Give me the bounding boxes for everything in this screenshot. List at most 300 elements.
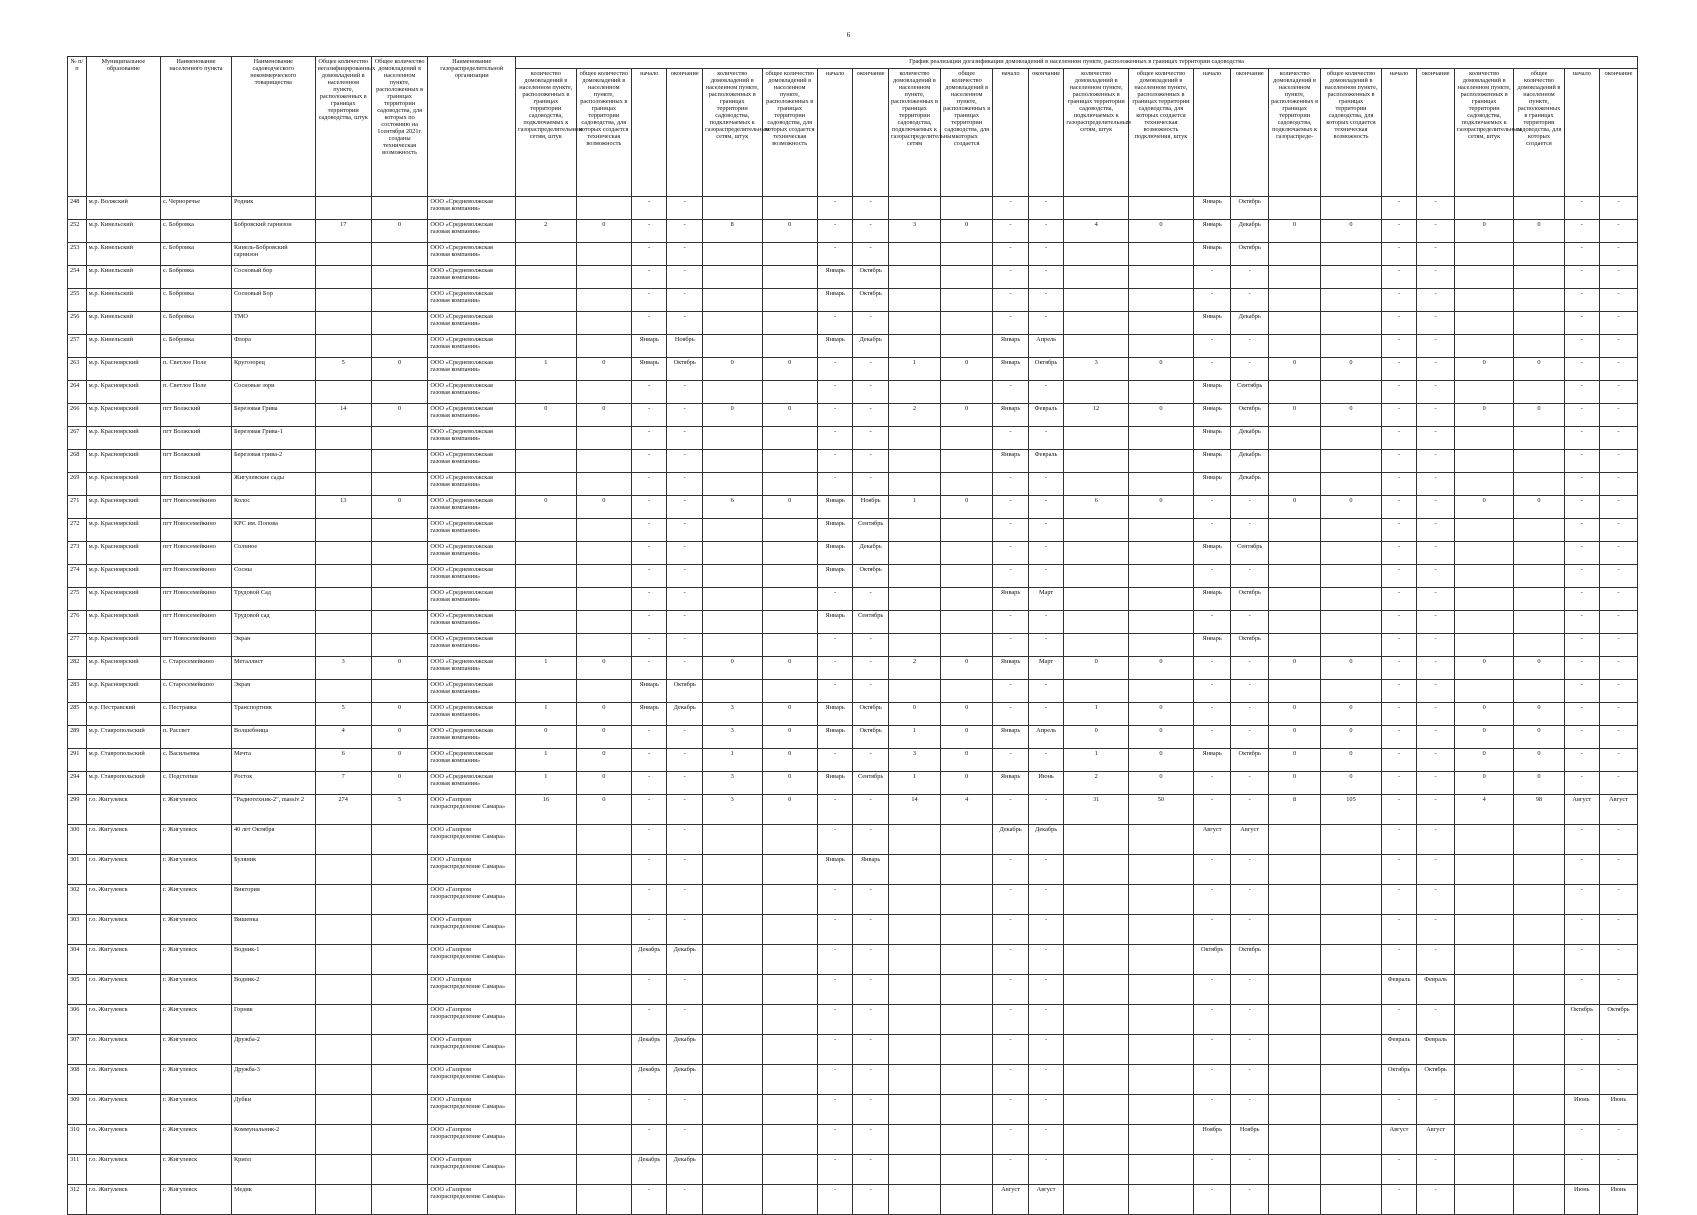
table-cell: г.о. Жигулевск [86,1155,160,1185]
row-number: 263 [68,358,87,381]
table-cell: 0 [371,703,427,726]
table-cell: - [1564,243,1600,266]
table-cell: - [1028,266,1064,289]
table-cell [1129,381,1194,404]
row-number: 267 [68,427,87,450]
table-cell [371,634,427,657]
table-cell: - [1028,945,1064,975]
table-cell [576,945,631,975]
sub-column-header: общее количество домовладений в населенном пункте, расположенных в границах территории садоводства, для которых создается [1514,69,1564,197]
table-cell: - [1564,825,1600,855]
table-cell [371,542,427,565]
table-cell: - [817,312,853,335]
table-cell [762,519,817,542]
table-cell: 0 [371,220,427,243]
table-cell [516,519,577,542]
table-cell: - [853,680,889,703]
table-row [68,312,1638,335]
table-cell [1269,427,1321,450]
table-cell: - [1564,450,1600,473]
table-cell [371,945,427,975]
table-cell: г. Жигулевск [160,1185,231,1215]
sub-column-header: количество домовладений в населенном пункте, расположенных в границах территории садоводства, подключаемых к газораспреде- [1269,69,1321,197]
table-cell [702,473,762,496]
table-cell [315,588,371,611]
table-cell [1064,312,1129,335]
table-cell: - [631,473,667,496]
table-cell: - [1231,496,1269,519]
table-cell: - [1600,542,1638,565]
table-cell: - [1381,772,1417,795]
table-cell [1454,885,1514,915]
table-cell: пгт Новосемейкино [160,634,231,657]
row-number: 274 [68,565,87,588]
table-cell: пгт Волжский [160,473,231,496]
table-cell: - [993,542,1029,565]
table-cell: - [1417,266,1455,289]
table-cell: - [1564,197,1600,220]
snt-name: Дружба-3 [231,1065,315,1095]
table-cell: - [1381,588,1417,611]
table-cell: - [1417,450,1455,473]
table-cell: - [631,611,667,634]
table-cell [576,1185,631,1215]
table-cell [1269,289,1321,312]
table-cell: - [1564,220,1600,243]
table-cell: - [1564,496,1600,519]
table-cell: - [1381,519,1417,542]
table-cell [371,611,427,634]
table-cell: - [1028,634,1064,657]
table-cell: Октябрь [1600,1005,1638,1035]
table-cell: - [1417,634,1455,657]
table-cell: - [1028,197,1064,220]
table-cell [1321,266,1382,289]
table-cell: - [1417,680,1455,703]
table-cell: - [1193,680,1231,703]
table-cell [762,266,817,289]
table-cell: 4 [1064,220,1129,243]
table-cell: - [1028,915,1064,945]
table-cell: - [1564,519,1600,542]
table-cell [1321,611,1382,634]
table-cell: - [667,266,703,289]
table-cell: - [993,915,1029,945]
table-cell: 1 [888,772,940,795]
table-cell [888,450,940,473]
table-cell: - [1600,915,1638,945]
table-cell: 0 [762,220,817,243]
table-cell: - [817,825,853,855]
table-cell: - [993,1005,1029,1035]
table-cell [1514,243,1564,266]
table-cell [1129,611,1194,634]
table-cell [941,427,993,450]
table-cell [762,945,817,975]
table-cell: 3 [888,749,940,772]
table-cell [1454,565,1514,588]
table-cell: 0 [1269,657,1321,680]
snt-name: Криол [231,1155,315,1185]
snt-name: Трудовой Сад [231,588,315,611]
table-cell: Январь [631,335,667,358]
table-cell: 50 [1129,795,1194,825]
table-cell [371,565,427,588]
sub-column-header: окончание [853,69,889,197]
table-cell: 0 [576,404,631,427]
table-cell: - [1381,915,1417,945]
table-cell: - [667,243,703,266]
table-cell [702,450,762,473]
table-cell [1129,1185,1194,1215]
table-cell [315,825,371,855]
row-number: 294 [68,772,87,795]
table-cell: Декабрь [667,1155,703,1185]
table-cell: - [817,749,853,772]
gas-org: ООО «Средневолжская газовая компания» [428,243,516,266]
table-cell [371,519,427,542]
table-cell: Январь [1193,220,1231,243]
table-cell: - [853,795,889,825]
gas-org: ООО «Средневолжская газовая компания» [428,588,516,611]
table-cell [1269,335,1321,358]
table-cell: - [1381,680,1417,703]
table-cell: 0 [1514,726,1564,749]
table-cell: Апрель [1028,726,1064,749]
table-cell: - [1600,726,1638,749]
table-cell [1454,1005,1514,1035]
table-row [68,749,1638,772]
table-cell: 0 [576,496,631,519]
table-cell [1129,335,1194,358]
table-cell: г.о. Жигулевск [86,825,160,855]
table-cell: - [1381,795,1417,825]
table-cell [516,1095,577,1125]
table-cell [1454,542,1514,565]
table-cell [516,885,577,915]
table-cell: - [993,795,1029,825]
row-number: 310 [68,1125,87,1155]
table-cell: - [1600,680,1638,703]
table-cell: 1 [888,726,940,749]
table-cell [888,634,940,657]
table-cell: г.о. Жигулевск [86,1005,160,1035]
table-cell: - [1564,588,1600,611]
table-cell [702,945,762,975]
table-cell: - [1600,197,1638,220]
table-cell: 2 [1064,772,1129,795]
table-cell: - [993,680,1029,703]
table-cell [371,266,427,289]
table-cell: - [1564,726,1600,749]
table-cell [1321,243,1382,266]
table-cell: 0 [1269,404,1321,427]
table-cell: Февраль [1417,1035,1455,1065]
table-cell [1454,519,1514,542]
table-cell [1064,975,1129,1005]
table-cell [702,1125,762,1155]
table-cell [516,266,577,289]
table-cell: - [1417,1155,1455,1185]
table-cell: Январь [817,703,853,726]
table-cell: - [631,450,667,473]
table-cell: Январь [993,335,1029,358]
row-number: 271 [68,496,87,519]
table-cell: - [1231,726,1269,749]
table-cell [888,1035,940,1065]
table-cell: - [1564,266,1600,289]
table-cell: 0 [941,404,993,427]
table-cell [1129,519,1194,542]
table-cell [941,915,993,945]
table-cell: - [631,220,667,243]
table-cell: 17 [315,220,371,243]
table-cell: 0 [1514,404,1564,427]
table-cell [1514,1035,1564,1065]
table-cell: м.р. Красноярский [86,611,160,634]
table-cell: - [1193,795,1231,825]
table-cell [1269,1035,1321,1065]
table-cell [1269,312,1321,335]
table-cell: - [1417,855,1455,885]
table-cell [762,885,817,915]
table-cell: - [1600,473,1638,496]
table-cell [1129,565,1194,588]
gas-org: ООО «Средневолжская газовая компания» [428,703,516,726]
table-cell: м.р. Пестравский [86,703,160,726]
table-cell: 1 [888,496,940,519]
table-row [68,220,1638,243]
table-cell [702,1095,762,1125]
table-cell [702,1065,762,1095]
table-cell: Январь [1193,427,1231,450]
table-cell [315,1185,371,1215]
table-cell: м.р. Красноярский [86,588,160,611]
table-cell: - [1417,542,1455,565]
row-number: 289 [68,726,87,749]
gas-org: ООО «Средневолжская газовая компания» [428,381,516,404]
table-cell [888,825,940,855]
table-cell [1514,1155,1564,1185]
table-cell [1514,565,1564,588]
table-cell [576,312,631,335]
table-cell [702,289,762,312]
table-cell: Август [1028,1185,1064,1215]
table-cell [1269,975,1321,1005]
table-cell [1129,975,1194,1005]
table-row [68,565,1638,588]
table-cell: - [1417,703,1455,726]
table-cell: - [1381,427,1417,450]
table-cell [888,680,940,703]
table-cell: - [1028,289,1064,312]
table-cell: Октябрь [1231,634,1269,657]
table-cell: Декабрь [667,945,703,975]
table-cell: Апрель [1028,335,1064,358]
sub-column-header: общее количество домовладений в населенном пункте, расположенных в границах территории садоводства, для которых создается техническая возможность [576,69,631,197]
table-cell: 4 [1454,795,1514,825]
table-cell: Февраль [1028,450,1064,473]
snt-name: Сосновый Бор [231,289,315,312]
row-number: 273 [68,542,87,565]
table-row [68,335,1638,358]
table-cell: - [1417,945,1455,975]
table-cell: - [1231,772,1269,795]
table-cell [1064,381,1129,404]
table-cell [1064,1065,1129,1095]
sub-column-header: окончание [1600,69,1638,197]
table-cell [1321,1005,1382,1035]
table-cell: - [853,197,889,220]
table-cell: м.р. Ставропольский [86,772,160,795]
table-cell: - [667,1005,703,1035]
table-cell [371,885,427,915]
sub-column-header: количество домовладений в населенном пункте, расположенных в границах территории садоводства, подключаемых к газораспределительным сетям, штук [1064,69,1129,197]
table-cell [888,588,940,611]
table-cell [1514,1125,1564,1155]
table-cell: Февраль [1028,404,1064,427]
table-row [68,825,1638,855]
table-cell [1514,975,1564,1005]
table-cell [702,381,762,404]
snt-name: Коммунальник-2 [231,1125,315,1155]
table-cell [1321,915,1382,945]
table-cell [576,680,631,703]
table-cell [1129,588,1194,611]
row-number: 268 [68,450,87,473]
table-cell: Декабрь [631,1035,667,1065]
table-cell: 0 [702,657,762,680]
table-cell [516,634,577,657]
table-cell: - [1028,496,1064,519]
table-cell [576,634,631,657]
table-cell: 0 [1514,749,1564,772]
table-cell [315,243,371,266]
table-cell: - [853,1005,889,1035]
table-row [68,634,1638,657]
table-cell: - [1193,1185,1231,1215]
table-cell: - [993,266,1029,289]
table-cell: - [817,657,853,680]
table-cell [888,427,940,450]
table-row [68,1035,1638,1065]
table-cell [1064,427,1129,450]
table-cell: - [1231,358,1269,381]
table-cell [888,381,940,404]
table-cell: - [631,266,667,289]
table-cell [702,885,762,915]
table-cell: - [1028,565,1064,588]
table-cell: с. Старосемейкино [160,680,231,703]
table-cell [315,565,371,588]
table-cell: - [1381,945,1417,975]
table-cell [762,312,817,335]
table-cell: г.о. Жигулевск [86,1095,160,1125]
table-cell [516,825,577,855]
table-cell: - [817,634,853,657]
table-cell: 2 [888,657,940,680]
table-cell: Январь [1193,450,1231,473]
table-cell: 0 [1454,220,1514,243]
gas-org: ООО «Газпром газораспределение Самара» [428,1065,516,1095]
table-cell: г. Жигулевск [160,1065,231,1095]
table-cell: 12 [1064,404,1129,427]
snt-name: КРС им. Попова [231,519,315,542]
schedule-group-header: График реализации догазификации домовладений в населенном пункте, расположенных в границах территории садоводства [516,57,1638,69]
table-cell: - [1564,855,1600,885]
table-row [68,1095,1638,1125]
row-number: 307 [68,1035,87,1065]
table-row [68,450,1638,473]
gas-org: ООО «Средневолжская газовая компания» [428,220,516,243]
table-cell [516,945,577,975]
table-cell: Январь [1193,542,1231,565]
table-cell: 0 [1321,703,1382,726]
table-cell: 0 [1321,496,1382,519]
table-cell [1321,335,1382,358]
table-cell [1129,1125,1194,1155]
table-cell: 0 [371,749,427,772]
table-cell [1129,945,1194,975]
table-cell: - [631,381,667,404]
table-cell: - [667,1095,703,1125]
table-cell: - [631,772,667,795]
table-cell [1321,1065,1382,1095]
table-cell [1064,197,1129,220]
table-cell: Октябрь [1231,197,1269,220]
table-cell: - [1231,1065,1269,1095]
snt-name: Березовая Грива [231,404,315,427]
table-cell: - [631,427,667,450]
table-cell [1064,945,1129,975]
table-cell [1064,1035,1129,1065]
table-cell: - [1231,335,1269,358]
table-cell: - [631,542,667,565]
table-cell: 0 [576,749,631,772]
table-cell: - [1381,450,1417,473]
table-cell: - [1564,381,1600,404]
table-cell: с. Старосемейкино [160,657,231,680]
table-cell: - [631,404,667,427]
table-cell: г.о. Жигулевск [86,1065,160,1095]
table-row [68,855,1638,885]
table-cell: 6 [315,749,371,772]
table-cell [371,1005,427,1035]
table-cell: - [1193,1035,1231,1065]
table-cell [315,611,371,634]
table-row [68,289,1638,312]
table-cell [315,680,371,703]
table-cell: м.р. Красноярский [86,381,160,404]
table-cell: с. Бобровка [160,335,231,358]
table-cell: 0 [1454,657,1514,680]
gas-org: ООО «Средневолжская газовая компания» [428,197,516,220]
table-cell: - [817,975,853,1005]
gas-org: ООО «Средневолжская газовая компания» [428,680,516,703]
table-cell: 0 [576,220,631,243]
table-cell: Январь [817,335,853,358]
row-number: 291 [68,749,87,772]
table-cell [1514,634,1564,657]
snt-name: Сосны [231,565,315,588]
table-cell: м.р. Красноярский [86,427,160,450]
table-cell: - [1600,404,1638,427]
table-cell [762,565,817,588]
table-cell: Февраль [1381,975,1417,1005]
table-cell [1514,588,1564,611]
table-cell: - [1193,885,1231,915]
table-cell: м.р. Кинельский [86,289,160,312]
